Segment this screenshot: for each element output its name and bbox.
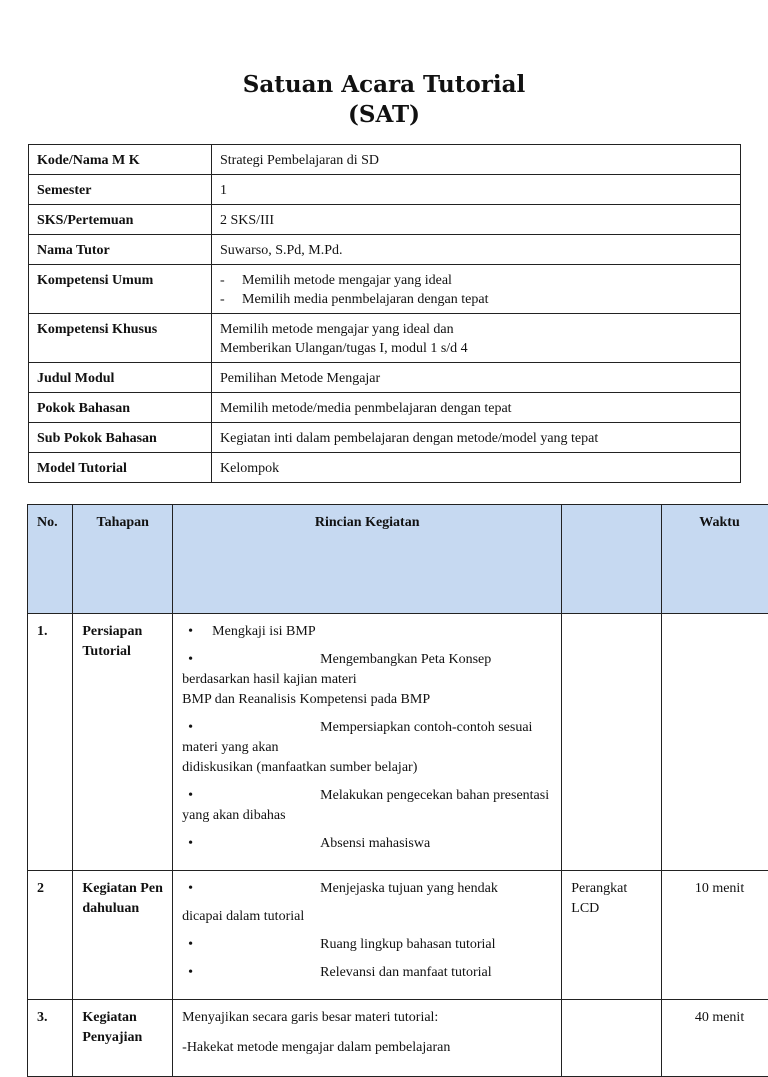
info-label: Sub Pokok Bahasan (29, 423, 212, 453)
info-label: SKS/Pertemuan (29, 205, 212, 235)
activity-time: 40 menit (662, 1000, 768, 1077)
list-item (182, 963, 552, 983)
text-line: • Ruang lingkup bahasan tutorial (182, 935, 552, 955)
activity-time: 10 menit (662, 871, 768, 1000)
competency-list (220, 271, 732, 309)
info-value: 2 SKS/III (212, 205, 741, 235)
info-label: Kompetensi Umum (29, 265, 212, 314)
list-item (182, 879, 552, 927)
text-line: Memberikan Ulangan/tugas I, modul 1 s/d 4 (220, 339, 732, 358)
info-label: Semester (29, 175, 212, 205)
info-value (212, 265, 741, 314)
activity-list (182, 622, 552, 854)
info-label: Kompetensi Khusus (29, 314, 212, 363)
info-value: Memilih metode/media penmbelajaran dengan tepat (212, 393, 741, 423)
table-header-row (28, 505, 768, 614)
activity-details (173, 1000, 562, 1077)
header-media (562, 505, 662, 614)
info-value: Kegiatan inti dalam pembelajaran dengan metode/model yang tepat (212, 423, 741, 453)
header-waktu: Waktu (662, 505, 768, 614)
table-row (28, 871, 768, 1000)
title-line-1: Satuan Acara Tutorial (0, 70, 768, 100)
list-item: - Memilih metode mengajar yang ideal (220, 271, 732, 290)
table-row (28, 1000, 768, 1077)
info-value: Strategi Pembelajaran di SD (212, 145, 741, 175)
activity-media: Perangkat LCD (562, 871, 662, 1000)
header-no: No. (28, 505, 73, 614)
text-line: didiskusikan (manfaatkan sumber belajar) (182, 758, 552, 778)
list-item: - Memilih media penmbelajaran dengan tepat (220, 290, 732, 309)
info-value (212, 314, 741, 363)
text-line: dicapai dalam tutorial (182, 907, 552, 927)
list-item (182, 650, 552, 710)
info-label: Model Tutorial (29, 453, 212, 483)
text-line: • Mempersiapkan contoh-contoh sesuai materi yang akan (182, 718, 552, 758)
table-row (29, 423, 741, 453)
info-value: 1 (212, 175, 741, 205)
text-line: BMP dan Reanalisis Kompetensi pada BMP (182, 690, 552, 710)
text-line: • Mengembangkan Peta Konsep berdasarkan hasil kajian materi (182, 650, 552, 690)
header-tahapan: Tahapan (73, 505, 173, 614)
course-info-table (28, 144, 741, 483)
table-row (29, 175, 741, 205)
activity-details (173, 614, 562, 871)
header-rincian: Rincian Kegiatan (173, 505, 562, 614)
info-label: Pokok Bahasan (29, 393, 212, 423)
text-line: • Melakukan pengecekan bahan presentasi yang akan dibahas (182, 786, 552, 826)
info-label: Judul Modul (29, 363, 212, 393)
activity-media (562, 1000, 662, 1077)
activity-stage: Kegiatan Pendahuluan (73, 871, 173, 1000)
activity-details (173, 871, 562, 1000)
table-row (29, 393, 741, 423)
activity-time (662, 614, 768, 871)
info-value: Kelompok (212, 453, 741, 483)
list-item: • Mengkaji isi BMP (182, 622, 552, 642)
table-row (29, 205, 741, 235)
text-line: -Hakekat metode mengajar dalam pembelajaran (182, 1038, 552, 1058)
list-item (182, 834, 552, 854)
table-row (29, 453, 741, 483)
text-line: Menyajikan secara garis besar materi tutorial: (182, 1008, 552, 1028)
table-row (29, 314, 741, 363)
activity-table (27, 504, 768, 1077)
activity-list (182, 879, 552, 983)
info-value: Suwarso, S.Pd, M.Pd. (212, 235, 741, 265)
activity-media (562, 614, 662, 871)
activity-stage: Kegiatan Penyajian (73, 1000, 173, 1077)
activity-no: 2 (28, 871, 73, 1000)
activity-stage: Persiapan Tutorial (73, 614, 173, 871)
text-line: • Absensi mahasiswa (182, 834, 552, 854)
page-title (0, 70, 768, 130)
table-row (29, 145, 741, 175)
activity-no: 3. (28, 1000, 73, 1077)
info-value: Pemilihan Metode Mengajar (212, 363, 741, 393)
activity-no: 1. (28, 614, 73, 871)
list-item (182, 786, 552, 826)
text-line: • Relevansi dan manfaat tutorial (182, 963, 552, 983)
table-row (29, 363, 741, 393)
list-item (182, 718, 552, 778)
table-row (29, 235, 741, 265)
info-label: Nama Tutor (29, 235, 212, 265)
list-item (182, 935, 552, 955)
text-line: Memilih metode mengajar yang ideal dan (220, 320, 732, 339)
table-row (29, 265, 741, 314)
info-label: Kode/Nama M K (29, 145, 212, 175)
text-line: • Menjejaska tujuan yang hendak (182, 879, 552, 899)
title-line-2: (SAT) (0, 100, 768, 130)
table-row (28, 614, 768, 871)
